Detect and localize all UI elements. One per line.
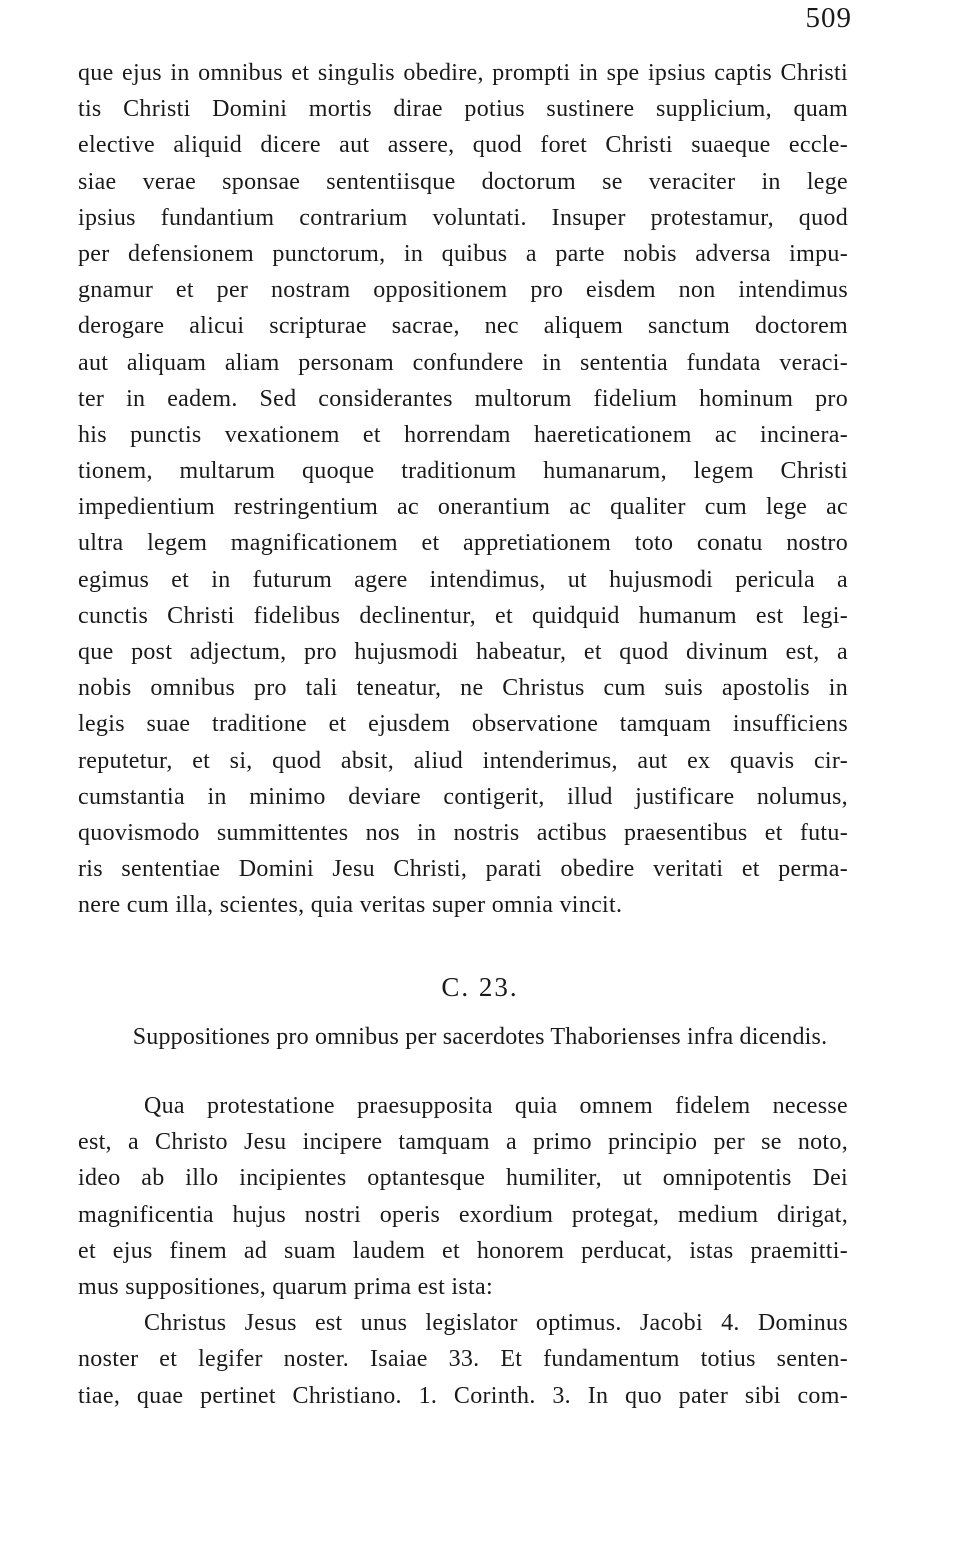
text-line: elective aliquid dicere aut assere, quod foret Christi suaeque eccle- xyxy=(78,132,848,159)
text-line: nere cum illa, scientes, quia veritas super omnia vincit. xyxy=(78,892,623,919)
chapter-subtitle: Suppositiones pro omnibus per sacerdotes Thaborienses infra dicendis. xyxy=(132,1024,828,1050)
text-line: derogare alicui scripturae sacrae, nec aliquem sanctum doctorem xyxy=(78,313,848,340)
text-line: tiae, quae pertinet Christiano. 1. Corinth. 3. In quo pater sibi com- xyxy=(78,1382,848,1409)
text-line: ultra legem magnificationem et appretiationem toto conatu nostro xyxy=(78,530,848,557)
text-line: noster et legifer noster. Isaiae 33. Et fundamentum totius senten- xyxy=(78,1346,848,1373)
text-line: et ejus finem ad suam laudem et honorem perducat, istas praemitti- xyxy=(78,1237,848,1264)
text-line: reputetur, et si, quod absit, aliud intenderimus, aut ex quavis cir- xyxy=(78,747,848,774)
text-line: legis suae traditione et ejusdem observatione tamquam insufficiens xyxy=(78,711,848,738)
text-line: gnamur et per nostram oppositionem pro eisdem non intendimus xyxy=(78,277,848,304)
chapter-heading: C. 23. xyxy=(441,972,519,1002)
text-line: aut aliquam aliam personam confundere in sententia fundata veraci- xyxy=(78,349,848,376)
text-line: Christus Jesus est unus legislator optimus. Jacobi 4. Dominus xyxy=(144,1310,848,1337)
text-line: siae verae sponsae sententiisque doctorum se veraciter in lege xyxy=(78,168,848,195)
text-line: nobis omnibus pro tali teneatur, ne Christus cum suis apostolis in xyxy=(78,675,848,702)
text-line: his punctis vexationem et horrendam haereticationem ac incinera- xyxy=(78,421,848,448)
text-line: per defensionem punctorum, in quibus a parte nobis adversa impu- xyxy=(78,240,848,267)
text-line: egimus et in futurum agere intendimus, ut hujusmodi pericula a xyxy=(78,566,848,593)
page-number: 509 xyxy=(805,2,852,34)
text-line: que ejus in omnibus et singulis obedire, prompti in spe ipsius captis Christi xyxy=(78,60,848,86)
text-line: cumstantia in minimo deviare contigerit, illud justificare nolumus, xyxy=(78,783,848,810)
text-line: ipsius fundantium contrarium voluntati. Insuper protestamur, quod xyxy=(78,204,848,231)
text-line: quovismodo summittentes nos in nostris actibus praesentibus et futu- xyxy=(78,819,848,846)
text-line: ris sententiae Domini Jesu Christi, parati obedire veritati et perma- xyxy=(78,856,848,883)
text-line: tis Christi Domini mortis dirae potius sustinere supplicium, quam xyxy=(78,96,848,123)
text-line: magnificentia hujus nostri operis exordium protegat, medium dirigat, xyxy=(78,1201,848,1228)
text-line: ter in eadem. Sed considerantes multorum fidelium hominum pro xyxy=(78,385,848,412)
text-line: ideo ab illo incipientes optantesque humiliter, ut omnipotentis Dei xyxy=(78,1165,848,1192)
text-line: que post adjectum, pro hujusmodi habeatur, et quod divinum est, a xyxy=(78,639,848,665)
text-line: cunctis Christi fidelibus declinentur, et quidquid humanum est legi- xyxy=(78,602,848,629)
text-line: mus suppositiones, quarum prima est ista: xyxy=(78,1273,493,1300)
paragraph-protestation xyxy=(78,55,848,924)
paragraph-suppositions xyxy=(78,1088,848,1414)
text-line: tionem, multarum quoque traditionum humanarum, legem Christi xyxy=(78,458,848,485)
text-line: est, a Christo Jesu incipere tamquam a primo principio per se noto, xyxy=(78,1129,848,1156)
text-line: impedientium restringentium ac onerantium ac qualiter cum lege ac xyxy=(78,494,848,521)
text-line: Qua protestatione praesupposita quia omnem fidelem necesse xyxy=(144,1093,848,1119)
